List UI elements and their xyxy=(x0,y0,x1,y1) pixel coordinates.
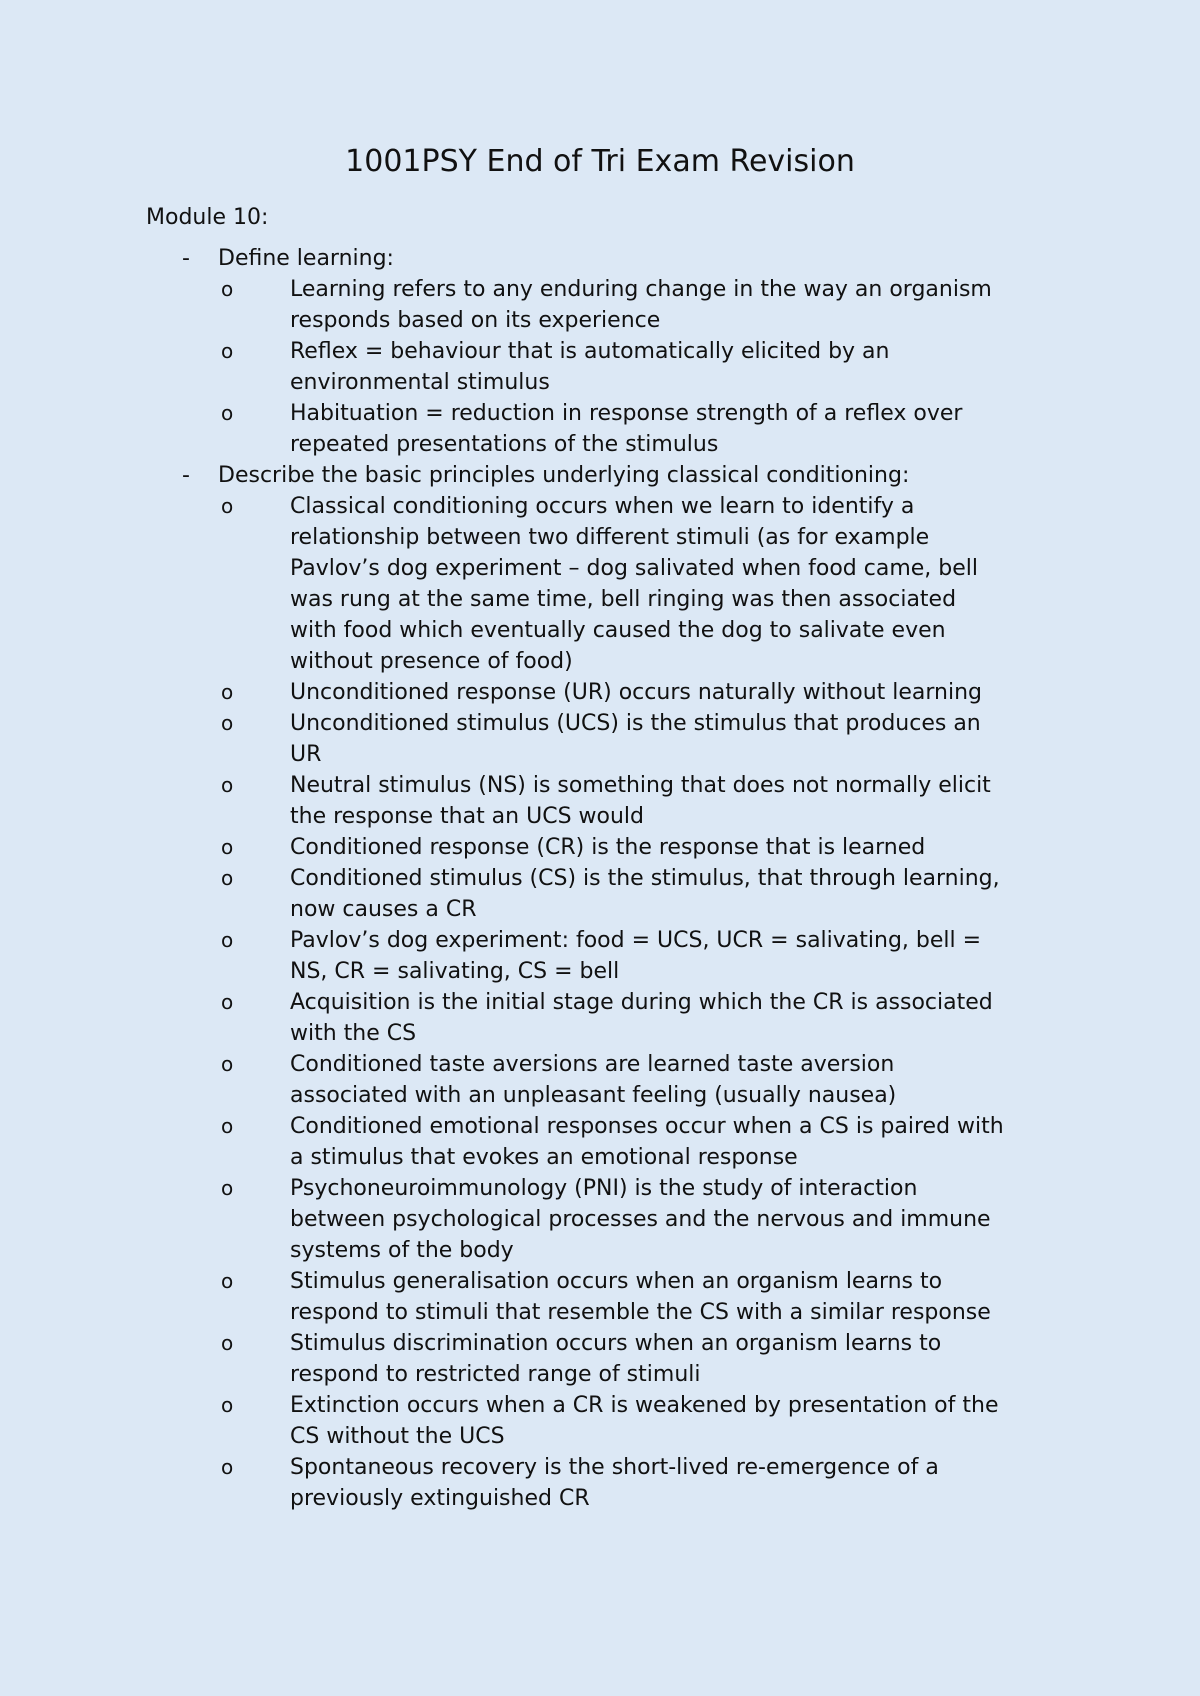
point-list xyxy=(218,491,1100,1514)
topic-item xyxy=(146,243,1100,460)
list-item xyxy=(218,398,1008,460)
circle-bullet-icon: o xyxy=(221,773,234,797)
point-text: Conditioned emotional responses occur when a CS is paired with a stimulus that evokes an emotional response xyxy=(290,1114,1004,1170)
list-item xyxy=(218,1173,1008,1266)
circle-bullet-icon: o xyxy=(221,1269,234,1293)
list-item xyxy=(218,274,1008,336)
point-text: Learning refers to any enduring change in the way an organism responds based on its experience xyxy=(290,277,992,333)
point-text: Unconditioned stimulus (UCS) is the stimulus that produces an UR xyxy=(290,711,981,767)
list-item xyxy=(218,1111,1008,1173)
circle-bullet-icon: o xyxy=(221,1331,234,1355)
point-text: Extinction occurs when a CR is weakened by presentation of the CS without the UCS xyxy=(290,1393,999,1449)
dash-bullet-icon: - xyxy=(182,463,190,488)
point-text: Habituation = reduction in response strength of a reflex over repeated presentations of the stimulus xyxy=(290,401,963,457)
point-list xyxy=(218,274,1100,460)
topic-item xyxy=(146,460,1100,1514)
point-text: Reflex = behaviour that is automatically elicited by an environmental stimulus xyxy=(290,339,890,395)
point-text: Stimulus discrimination occurs when an organism learns to respond to restricted range of stimuli xyxy=(290,1331,942,1387)
list-item xyxy=(218,1328,1008,1390)
list-item xyxy=(218,336,1008,398)
point-text: Neutral stimulus (NS) is something that does not normally elicit the response that an UCS would xyxy=(290,773,991,829)
point-text: Conditioned taste aversions are learned taste aversion associated with an unpleasant feeling (usually nausea) xyxy=(290,1052,897,1108)
circle-bullet-icon: o xyxy=(221,1052,234,1076)
point-text: Acquisition is the initial stage during which the CR is associated with the CS xyxy=(290,990,993,1046)
list-item xyxy=(218,1266,1008,1328)
list-item xyxy=(218,708,1008,770)
circle-bullet-icon: o xyxy=(221,990,234,1014)
circle-bullet-icon: o xyxy=(221,928,234,952)
list-item xyxy=(218,987,1008,1049)
document-title: 1001PSY End of Tri Exam Revision xyxy=(345,144,855,179)
circle-bullet-icon: o xyxy=(221,1114,234,1138)
circle-bullet-icon: o xyxy=(221,835,234,859)
topic-heading: Describe the basic principles underlying classical conditioning: xyxy=(218,463,910,488)
point-text: Spontaneous recovery is the short-lived re-emergence of a previously extinguished CR xyxy=(290,1455,939,1511)
circle-bullet-icon: o xyxy=(221,494,234,518)
list-item xyxy=(218,491,1008,677)
point-text: Unconditioned response (UR) occurs naturally without learning xyxy=(290,680,983,705)
circle-bullet-icon: o xyxy=(221,277,234,301)
list-item xyxy=(218,925,1008,987)
point-text: Pavlov’s dog experiment: food = UCS, UCR = salivating, bell = NS, CR = salivating, CS = bell xyxy=(290,928,982,984)
list-item xyxy=(218,1049,1008,1111)
circle-bullet-icon: o xyxy=(221,1176,234,1200)
circle-bullet-icon: o xyxy=(221,401,234,425)
point-text: Conditioned stimulus (CS) is the stimulus, that through learning, now causes a CR xyxy=(290,866,1000,922)
list-item xyxy=(218,1390,1008,1452)
point-text: Stimulus generalisation occurs when an organism learns to respond to stimuli that resemble the CS with a similar response xyxy=(290,1269,991,1325)
circle-bullet-icon: o xyxy=(221,1455,234,1479)
module-heading: Module 10: xyxy=(146,205,269,230)
circle-bullet-icon: o xyxy=(221,866,234,890)
dash-bullet-icon: - xyxy=(182,246,190,271)
circle-bullet-icon: o xyxy=(221,711,234,735)
point-text: Conditioned response (CR) is the response that is learned xyxy=(290,835,926,860)
circle-bullet-icon: o xyxy=(221,1393,234,1417)
list-item xyxy=(218,832,1008,863)
topic-list xyxy=(146,243,1100,1514)
list-item xyxy=(218,677,1008,708)
point-text: Classical conditioning occurs when we learn to identify a relationship between two different stimuli (as for example Pavlov’s dog experiment – dog salivated when food came, bell was rung at the same time, bell ringing was then associated with food which eventually caused the dog to salivate even without presence of food) xyxy=(290,494,979,674)
topic-heading: Define learning: xyxy=(218,246,394,271)
list-item xyxy=(218,1452,1008,1514)
list-item xyxy=(218,863,1008,925)
point-text: Psychoneuroimmunology (PNI) is the study of interaction between psychological processes and the nervous and immune systems of the body xyxy=(290,1176,991,1263)
circle-bullet-icon: o xyxy=(221,339,234,363)
list-item xyxy=(218,770,1008,832)
circle-bullet-icon: o xyxy=(221,680,234,704)
